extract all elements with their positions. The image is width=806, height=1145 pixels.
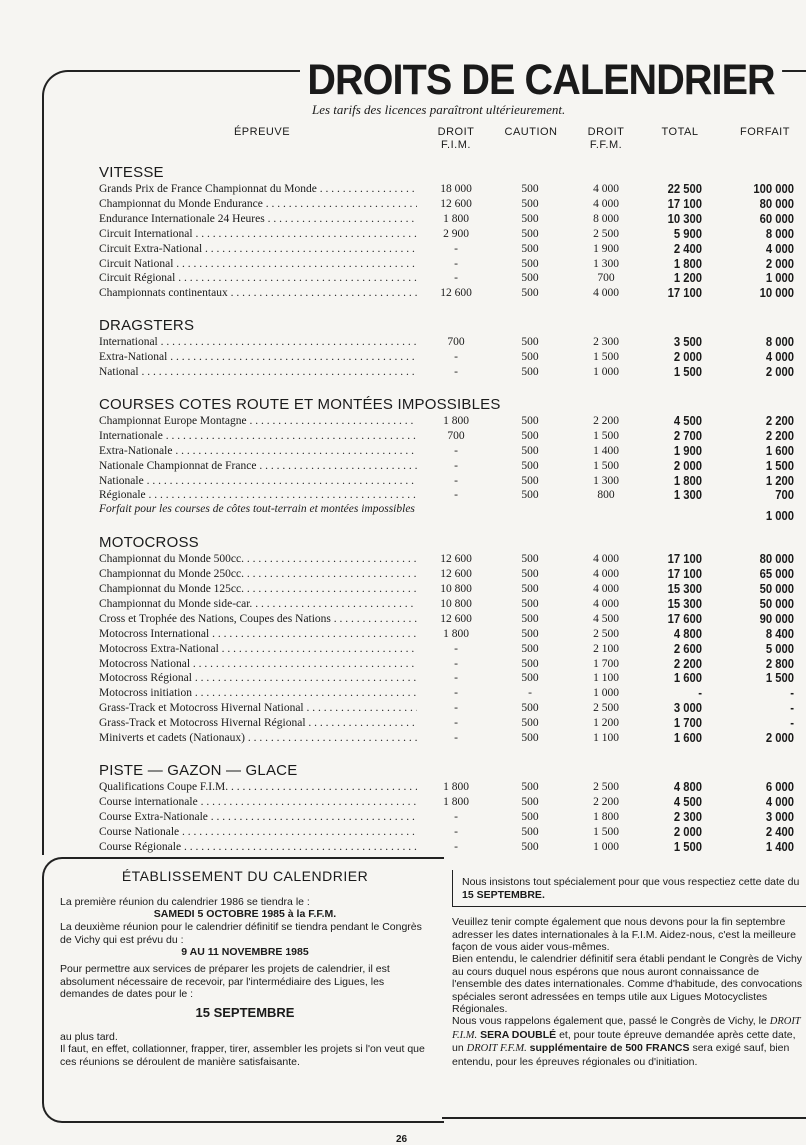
cell-total: 2 000 bbox=[673, 350, 702, 365]
row-label: International . . . bbox=[99, 335, 417, 349]
cell-total: 1 200 bbox=[673, 271, 702, 286]
col-epreuve: ÉPREUVE bbox=[233, 126, 291, 138]
cell-droit-ffm: 1 000 bbox=[593, 687, 619, 700]
cell-caution: 500 bbox=[521, 474, 539, 487]
cell-droit-ffm: 1 200 bbox=[593, 717, 619, 730]
section-title: MOTOCROSS bbox=[99, 534, 199, 552]
cell-caution: 500 bbox=[521, 810, 539, 823]
table-row bbox=[0, 701, 806, 715]
cell-droit-fim: 12 600 bbox=[440, 197, 472, 210]
cell-droit-fim: - bbox=[454, 687, 458, 700]
cell-total: 1 600 bbox=[673, 731, 702, 745]
cell-total: 17 100 bbox=[667, 286, 702, 301]
row-label: Motocross Extra-National . . . bbox=[99, 642, 417, 656]
cell-droit-ffm: 4 000 bbox=[593, 597, 619, 610]
table-row bbox=[0, 671, 806, 685]
cell-droit-fim: 700 bbox=[447, 336, 465, 349]
cell-forfait: 8 400 bbox=[765, 626, 794, 641]
cell-caution: 500 bbox=[521, 257, 539, 270]
cell-droit-fim: 10 800 bbox=[440, 583, 472, 595]
cell-caution: 500 bbox=[521, 414, 539, 427]
cell-caution: 500 bbox=[521, 444, 539, 457]
cell-droit-fim: 12 600 bbox=[440, 287, 472, 300]
cell-droit-fim: - bbox=[454, 810, 458, 823]
cell-forfait: - bbox=[790, 716, 794, 731]
row-label: Course Extra-Nationale . . . bbox=[99, 810, 417, 824]
cell-caution: 500 bbox=[521, 583, 539, 595]
cell-droit-fim: 2 900 bbox=[443, 227, 469, 240]
cell-droit-fim: - bbox=[454, 672, 458, 685]
etab-p4: au plus tard. bbox=[60, 1031, 118, 1043]
cell-total: 2 000 bbox=[673, 458, 702, 473]
cell-droit-fim: - bbox=[454, 242, 458, 255]
cell-droit-ffm: 2 200 bbox=[593, 414, 619, 427]
cell-forfait: 2 400 bbox=[765, 824, 794, 839]
cell-total: 17 600 bbox=[667, 611, 702, 626]
section-title: COURSES COTES ROUTE ET MONTÉES IMPOSSIBLES bbox=[99, 395, 501, 413]
table-row bbox=[0, 780, 806, 794]
cell-caution: 500 bbox=[521, 366, 539, 378]
cell-droit-ffm: 1 500 bbox=[593, 429, 619, 442]
cell-caution: 500 bbox=[521, 672, 539, 685]
table-row bbox=[0, 716, 806, 730]
cell-caution: 500 bbox=[521, 568, 539, 581]
table-row bbox=[0, 414, 806, 428]
cell-caution: 500 bbox=[521, 642, 539, 655]
cell-forfait: 5 000 bbox=[765, 641, 794, 656]
cell-forfait: 2 200 bbox=[765, 428, 794, 443]
row-label: Circuit International . . . bbox=[99, 227, 417, 241]
row-label: Extra-National . . . bbox=[99, 350, 417, 364]
cell-total: 5 900 bbox=[673, 226, 702, 241]
table-row bbox=[0, 242, 806, 256]
cell-forfait: 90 000 bbox=[759, 611, 794, 626]
cell-caution: 500 bbox=[521, 553, 539, 566]
cell-forfait: 1 600 bbox=[765, 443, 794, 458]
cell-forfait: 50 000 bbox=[759, 596, 794, 611]
cell-total: 1 600 bbox=[673, 671, 702, 686]
cell-droit-fim: - bbox=[454, 489, 458, 502]
table-row bbox=[0, 182, 806, 196]
table-row bbox=[0, 582, 806, 596]
cell-forfait: 10 000 bbox=[759, 286, 794, 301]
table-row bbox=[0, 657, 806, 671]
cell-caution: 500 bbox=[521, 242, 539, 255]
cell-forfait: 1 000 bbox=[765, 271, 794, 286]
cell-total: 2 600 bbox=[673, 641, 702, 656]
cell-droit-ffm: 1 100 bbox=[593, 672, 619, 685]
cell-total: 1 300 bbox=[673, 488, 702, 503]
cell-caution: 500 bbox=[521, 459, 539, 472]
cell-droit-ffm: 4 500 bbox=[593, 612, 619, 625]
cell-droit-ffm: 2 500 bbox=[593, 627, 619, 640]
cell-droit-fim: - bbox=[454, 459, 458, 472]
table-row bbox=[0, 350, 806, 364]
cell-total: 1 800 bbox=[673, 256, 702, 271]
table-row bbox=[0, 810, 806, 824]
cell-droit-fim: - bbox=[454, 702, 458, 715]
note-forfait: 1 000 bbox=[765, 509, 794, 524]
cell-forfait: 2 800 bbox=[765, 656, 794, 671]
cell-droit-fim: - bbox=[454, 642, 458, 655]
cell-droit-ffm: 1 500 bbox=[593, 351, 619, 364]
cell-forfait: 1 500 bbox=[765, 458, 794, 473]
row-label: Championnat du Monde 250cc. . . . bbox=[99, 567, 417, 581]
cell-total: 4 800 bbox=[673, 626, 702, 641]
etab-p5: Il faut, en effet, collationner, frapper, tirer, assembler les projets si l'on veut que ces réunions se déroulent de manière satisfaisante. bbox=[60, 1043, 425, 1068]
cell-droit-fim: 12 600 bbox=[440, 612, 472, 625]
cell-caution: 500 bbox=[521, 627, 539, 640]
cell-total: 1 700 bbox=[673, 716, 702, 731]
cell-droit-fim: 700 bbox=[447, 429, 465, 442]
cell-caution: 500 bbox=[521, 183, 539, 195]
cell-total: 15 300 bbox=[667, 582, 702, 596]
cell-total: 2 300 bbox=[673, 809, 702, 824]
cell-droit-ffm: 4 000 bbox=[593, 183, 619, 195]
table-row bbox=[0, 474, 806, 488]
cell-forfait: 80 000 bbox=[759, 552, 794, 567]
row-label: Championnat du Monde side-car. . . . bbox=[99, 597, 417, 611]
etab-p1: La première réunion du calendrier 1986 se tiendra le : bbox=[60, 896, 310, 908]
cell-droit-fim: 1 800 bbox=[443, 212, 469, 225]
table-row bbox=[0, 552, 806, 566]
cell-droit-fim: - bbox=[454, 474, 458, 487]
row-label: Course Régionale . . . bbox=[99, 840, 417, 854]
cell-droit-ffm: 1 500 bbox=[593, 459, 619, 472]
row-label: Championnat Europe Montagne . . . bbox=[99, 414, 417, 428]
table-row bbox=[0, 197, 806, 211]
etab-p2: La deuxième réunion pour le calendrier définitif se tiendra pendant le Congrès de Vichy qui est prévu du : bbox=[60, 921, 422, 946]
cell-droit-ffm: 4 000 bbox=[593, 197, 619, 210]
cell-forfait: 6 000 bbox=[765, 779, 794, 794]
row-label: Miniverts et cadets (Nationaux) . . . bbox=[99, 731, 417, 745]
table-row bbox=[0, 429, 806, 443]
row-label: Grass-Track et Motocross Hivernal Régional . . . bbox=[99, 716, 417, 730]
cell-droit-fim: - bbox=[454, 840, 458, 853]
col-total: TOTAL bbox=[661, 126, 699, 138]
etab-date3: 15 SEPTEMBRE bbox=[195, 1005, 295, 1020]
cell-caution: 500 bbox=[521, 825, 539, 838]
cell-forfait: 2 000 bbox=[765, 365, 794, 379]
cell-total: 2 700 bbox=[673, 428, 702, 443]
cell-droit-ffm: 2 500 bbox=[593, 780, 619, 793]
table-row bbox=[0, 257, 806, 271]
cell-droit-ffm: 4 000 bbox=[593, 568, 619, 581]
row-label: Motocross National . . . bbox=[99, 657, 417, 671]
cell-droit-fim: - bbox=[454, 444, 458, 457]
etab-p3: Pour permettre aux services de préparer les projets de calendrier, il est absolument nécessaire de recevoir, par l'intermédiaire des Ligues, les demandes de dates pour le : bbox=[60, 963, 390, 1000]
row-label: Nationale . . . bbox=[99, 474, 417, 488]
cell-forfait: 1 400 bbox=[765, 839, 794, 854]
cell-forfait: 8 000 bbox=[765, 226, 794, 241]
cell-caution: 500 bbox=[521, 429, 539, 442]
right-p2: Bien entendu, le calendrier définitif sera établi pendant le Congrès de Vichy au cours duquel nous espérons que nous auront connaissance de l'ensemble des dates internationales. Comme d'habitude, des convocations spéciales seront adressées en temps utile aux Ligues Motocyclistes Régionales. bbox=[452, 953, 803, 1015]
cell-total: 2 400 bbox=[673, 241, 702, 256]
cell-total: - bbox=[698, 686, 702, 701]
cell-caution: 500 bbox=[521, 227, 539, 240]
row-label: Grands Prix de France Championnat du Monde . . . bbox=[99, 182, 417, 196]
cell-droit-ffm: 4 000 bbox=[593, 553, 619, 566]
cell-total: 22 500 bbox=[667, 182, 702, 196]
row-label: Circuit National . . . bbox=[99, 257, 417, 271]
row-label: Motocross International . . . bbox=[99, 627, 417, 641]
row-label: Course Nationale . . . bbox=[99, 825, 417, 839]
table-row bbox=[0, 444, 806, 458]
cell-droit-ffm: 8 000 bbox=[593, 212, 619, 225]
cell-total: 2 000 bbox=[673, 824, 702, 839]
table-row bbox=[0, 731, 806, 745]
section-title: VITESSE bbox=[99, 164, 164, 181]
cell-caution: 500 bbox=[521, 717, 539, 730]
cell-droit-ffm: 1 700 bbox=[593, 657, 619, 670]
cell-forfait: 80 000 bbox=[759, 196, 794, 211]
row-label: Championnat du Monde 500cc. . . . bbox=[99, 552, 417, 566]
row-label: Championnat du Monde 125cc. . . . bbox=[99, 582, 417, 596]
row-label: Championnat du Monde Endurance . . . bbox=[99, 197, 417, 211]
cell-droit-fim: - bbox=[454, 272, 458, 285]
cell-forfait: 50 000 bbox=[759, 582, 794, 596]
page-number: 26 bbox=[396, 1134, 408, 1145]
row-label: Extra-Nationale . . . bbox=[99, 444, 417, 458]
cell-caution: 500 bbox=[521, 702, 539, 715]
table-row bbox=[0, 488, 806, 502]
table-row bbox=[0, 686, 806, 700]
cell-forfait: 100 000 bbox=[753, 182, 794, 196]
row-label: Circuit Régional . . . bbox=[99, 271, 417, 285]
row-label: Motocross initiation . . . bbox=[99, 686, 417, 700]
cell-droit-fim: - bbox=[454, 732, 458, 744]
etab-date1: SAMEDI 5 OCTOBRE 1985 à la F.F.M. bbox=[153, 908, 337, 920]
cell-caution: 500 bbox=[521, 840, 539, 853]
cell-total: 4 500 bbox=[673, 413, 702, 428]
cell-forfait: 4 000 bbox=[765, 350, 794, 365]
col-droit-fim: DROIT F.I.M. bbox=[437, 126, 475, 151]
cell-forfait: 2 200 bbox=[765, 413, 794, 428]
cell-caution: 500 bbox=[521, 272, 539, 285]
cell-caution: 500 bbox=[521, 351, 539, 364]
cell-forfait: 2 000 bbox=[765, 256, 794, 271]
table-row bbox=[0, 795, 806, 809]
cell-droit-fim: 10 800 bbox=[440, 597, 472, 610]
cell-caution: - bbox=[528, 687, 532, 700]
cell-caution: 500 bbox=[521, 780, 539, 793]
right-p3: Nous vous rappelons également que, passé le Congrès de Vichy, le DROIT F.I.M. SERA DOUBLÉ et, pour toute épreuve demandée après cette date, un DROIT F.F.M. supplémentaire de 500 FRANCS sera exigé sauf, bien entendu, pour les épreuves régionales ou d'initiation. bbox=[452, 1015, 801, 1068]
cell-caution: 500 bbox=[521, 212, 539, 225]
cell-forfait: 8 000 bbox=[765, 335, 794, 350]
cell-droit-ffm: 1 300 bbox=[593, 474, 619, 487]
cell-droit-ffm: 700 bbox=[597, 272, 615, 285]
cell-droit-ffm: 1 800 bbox=[593, 810, 619, 823]
row-label: Qualifications Coupe F.I.M. . . . bbox=[99, 780, 417, 794]
row-label: Circuit Extra-National . . . bbox=[99, 242, 417, 256]
cell-droit-fim: 18 000 bbox=[440, 183, 472, 195]
cell-total: 17 100 bbox=[667, 567, 702, 582]
cell-forfait: - bbox=[790, 686, 794, 701]
table-row bbox=[0, 567, 806, 581]
row-label: Régionale . . . bbox=[99, 488, 417, 502]
cell-droit-ffm: 2 500 bbox=[593, 227, 619, 240]
cell-droit-ffm: 2 100 bbox=[593, 642, 619, 655]
table-row bbox=[0, 286, 806, 300]
cell-total: 4 800 bbox=[673, 779, 702, 794]
cell-total: 1 900 bbox=[673, 443, 702, 458]
cell-droit-fim: 12 600 bbox=[440, 553, 472, 566]
cell-droit-ffm: 2 300 bbox=[593, 336, 619, 349]
reminder-text: Nous insistons tout spécialement pour que vous respectiez cette date du 15 SEPTEMBRE. bbox=[462, 876, 800, 901]
table-row bbox=[0, 612, 806, 626]
table-row bbox=[0, 335, 806, 349]
row-label: Endurance Internationale 24 Heures . . . bbox=[99, 212, 417, 226]
table-row bbox=[0, 271, 806, 285]
cell-droit-fim: - bbox=[454, 366, 458, 378]
row-label: Nationale Championnat de France . . . bbox=[99, 459, 417, 473]
cell-total: 3 500 bbox=[673, 335, 702, 350]
cell-droit-fim: 1 800 bbox=[443, 780, 469, 793]
cell-caution: 500 bbox=[521, 795, 539, 808]
cell-droit-fim: 1 800 bbox=[443, 414, 469, 427]
cell-forfait: 65 000 bbox=[759, 567, 794, 582]
cell-droit-fim: - bbox=[454, 657, 458, 670]
cell-droit-fim: 1 800 bbox=[443, 627, 469, 640]
etab-date2: 9 AU 11 NOVEMBRE 1985 bbox=[181, 946, 309, 958]
cell-total: 17 100 bbox=[667, 196, 702, 211]
cell-forfait: 4 000 bbox=[765, 241, 794, 256]
cell-caution: 500 bbox=[521, 287, 539, 300]
cell-total: 10 300 bbox=[667, 211, 702, 226]
cell-droit-ffm: 2 500 bbox=[593, 702, 619, 715]
cell-droit-ffm: 4 000 bbox=[593, 287, 619, 300]
cell-total: 1 500 bbox=[673, 839, 702, 854]
cell-forfait: 700 bbox=[775, 488, 794, 503]
col-forfait: FORFAIT bbox=[740, 126, 790, 138]
cell-droit-ffm: 1 100 bbox=[593, 732, 619, 744]
cell-droit-fim: 12 600 bbox=[440, 568, 472, 581]
table-row bbox=[0, 212, 806, 226]
cell-droit-ffm: 1 400 bbox=[593, 444, 619, 457]
cell-droit-ffm: 2 200 bbox=[593, 795, 619, 808]
cell-caution: 500 bbox=[521, 612, 539, 625]
cell-total: 15 300 bbox=[667, 596, 702, 611]
cell-forfait: 1 500 bbox=[765, 671, 794, 686]
section-title: PISTE — GAZON — GLACE bbox=[99, 761, 298, 779]
table-row bbox=[0, 459, 806, 473]
cell-caution: 500 bbox=[521, 657, 539, 670]
row-label: National . . . bbox=[99, 365, 417, 379]
cell-droit-fim: - bbox=[454, 257, 458, 270]
table-row bbox=[0, 597, 806, 611]
cell-droit-ffm: 800 bbox=[597, 489, 615, 502]
row-label: Internationale . . . bbox=[99, 429, 417, 443]
table-row bbox=[0, 840, 806, 854]
cell-caution: 500 bbox=[521, 489, 539, 502]
bottom-rule bbox=[442, 1117, 806, 1119]
cell-droit-fim: - bbox=[454, 717, 458, 730]
cell-total: 1 800 bbox=[673, 473, 702, 488]
row-label: Grass-Track et Motocross Hivernal National . . . bbox=[99, 701, 417, 715]
col-caution: CAUTION bbox=[504, 126, 558, 138]
row-label: Motocross Régional . . . bbox=[99, 671, 417, 685]
cell-droit-ffm: 1 900 bbox=[593, 242, 619, 255]
cell-droit-ffm: 1 000 bbox=[593, 840, 619, 853]
cell-droit-ffm: 1 000 bbox=[593, 366, 619, 378]
row-label: Championnats continentaux . . . bbox=[99, 286, 417, 300]
row-label: Cross et Trophée des Nations, Coupes des Nations . . . bbox=[99, 612, 417, 626]
cell-droit-ffm: 1 300 bbox=[593, 257, 619, 270]
table-row bbox=[0, 627, 806, 641]
cell-caution: 500 bbox=[521, 732, 539, 744]
cell-forfait: 4 000 bbox=[765, 794, 794, 809]
cell-total: 2 200 bbox=[673, 656, 702, 671]
cell-droit-fim: - bbox=[454, 825, 458, 838]
cell-forfait: 1 200 bbox=[765, 473, 794, 488]
cell-droit-fim: 1 800 bbox=[443, 795, 469, 808]
cell-droit-fim: - bbox=[454, 351, 458, 364]
table-row bbox=[0, 642, 806, 656]
table-row bbox=[0, 365, 806, 379]
page-title: DROITS DE CALENDRIER bbox=[300, 58, 782, 102]
cell-total: 1 500 bbox=[673, 365, 702, 379]
section-title: DRAGSTERS bbox=[99, 317, 195, 335]
row-label: Course internationale . . . bbox=[99, 795, 417, 809]
section-note: Forfait pour les courses de côtes tout-terrain et montées impossibles bbox=[99, 503, 415, 516]
page-subtitle: Les tarifs des licences paraîtront ultérieurement. bbox=[312, 102, 566, 117]
cell-droit-ffm: 4 000 bbox=[593, 583, 619, 595]
table-row bbox=[0, 227, 806, 241]
table-row bbox=[0, 825, 806, 839]
cell-caution: 500 bbox=[521, 597, 539, 610]
cell-forfait: 2 000 bbox=[765, 731, 794, 745]
etablissement-title: ÉTABLISSEMENT DU CALENDRIER bbox=[121, 868, 369, 884]
cell-forfait: - bbox=[790, 701, 794, 716]
cell-forfait: 60 000 bbox=[759, 211, 794, 226]
cell-caution: 500 bbox=[521, 197, 539, 210]
cell-total: 3 000 bbox=[673, 701, 702, 716]
cell-droit-ffm: 1 500 bbox=[593, 825, 619, 838]
right-p1: Veuillez tenir compte également que nous devons pour la fin septembre adresser les dates internationales à la F.I.M. Aidez-nous, c'est la meilleure façon de vous aider vous-mêmes. bbox=[452, 916, 797, 953]
cell-caution: 500 bbox=[521, 336, 539, 349]
cell-total: 4 500 bbox=[673, 794, 702, 809]
cell-forfait: 3 000 bbox=[765, 809, 794, 824]
col-droit-ffm: DROIT F.F.M. bbox=[587, 126, 625, 151]
cell-total: 17 100 bbox=[667, 552, 702, 567]
